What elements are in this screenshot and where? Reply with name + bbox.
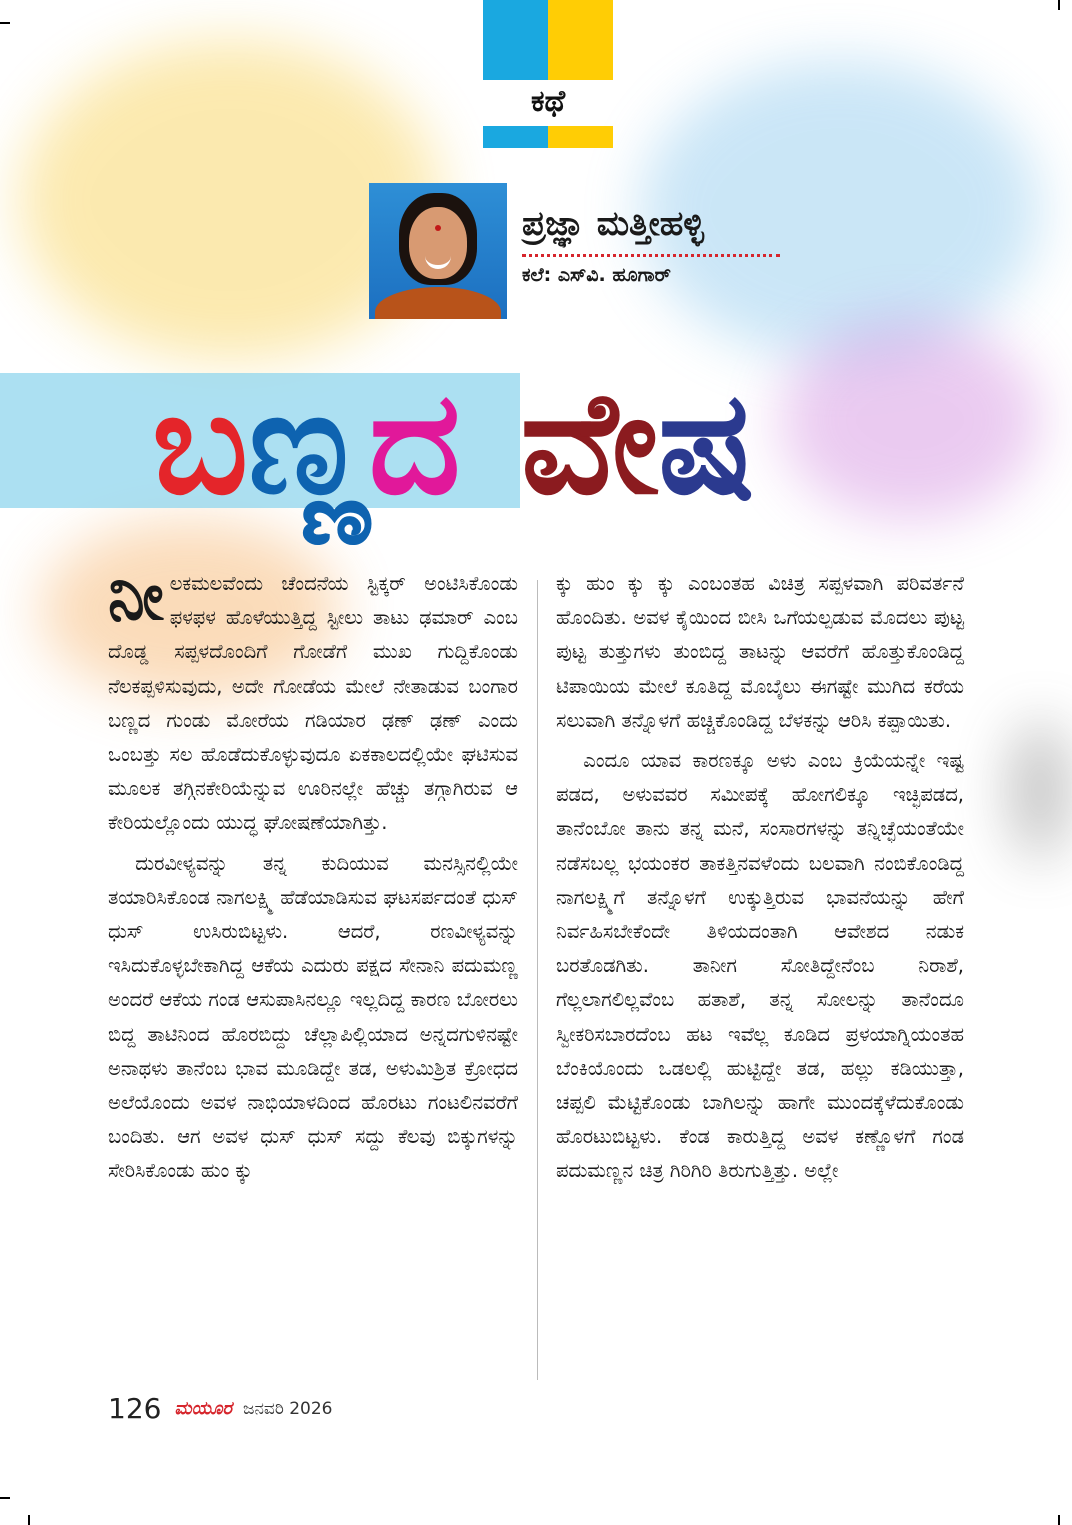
page-number: 126 [108,1392,162,1425]
article-column-left [108,558,518,1195]
paint-splash-pink [780,320,1040,520]
article-column-right [556,567,964,1195]
issue-date: ಜನವರಿ 2026 [243,1398,333,1419]
section-label: ಕಥೆ [530,84,566,119]
section-tag [483,0,613,148]
author-name: ಪ್ರಜ್ಞಾ ಮತ್ತೀಹಳ್ಳಿ [522,204,704,244]
headline-part: ಣ್ಣ [248,360,369,526]
illustrator-credit: ಕಲೆ: ಎಸ್‌ವಿ. ಹೂಗಾರ್ [522,264,671,286]
crop-mark-top-left [0,22,10,24]
section-tag-yellow-block [548,0,613,80]
section-tag-blue-bar [483,126,548,148]
paint-splash-grey [1010,720,1070,860]
headline-part: ಬ [152,360,249,526]
section-tag-blue-block [483,0,548,80]
headline [152,360,755,572]
drop-cap: ನೀ [108,558,164,635]
crop-mark-bottom-right [1058,1515,1060,1525]
author-photo [369,183,507,319]
headline-part: ದ [368,360,461,526]
article-paragraph: ಎಂದೂ ಯಾವ ಕಾರಣಕ್ಕೂ ಅಳು ಎಂಬ ಕ್ರಿಯೆಯನ್ನೇ ಇಷ್ಟ ಪಡದ, ಅಳುವವರ ಸಮೀಪಕ್ಕೆ ಹೋಗಲಿಕ್ಕೂ ಇಚ್ಛಿಪಡದ, ತಾನೆಂಬೋ ತಾನು ತನ್ನ ಮನೆ, ಸಂಸಾರಗಳನ್ನು ತನ್ನಿಚ್ಛೆಯಂತೆಯೇ ನಡೆಸಬಲ್ಲ ಭಯಂಕರ ತಾಕತ್ತಿನವಳೆಂದು ಬಲವಾಗಿ ನಂಬಿಕೊಂಡಿದ್ದ ನಾಗಲಕ್ಷ್ಮಿಗೆ ತನ್ನೊಳಗೆ ಉಕ್ಕುತ್ತಿರುವ ಭಾವನೆಯನ್ನು ಹೇಗೆ ನಿರ್ವಹಿಸಬೇಕೆಂದೇ ತಿಳಿಯದಂತಾಗಿ ಆವೇಶದ ನಡುಕ ಬರತೊಡಗಿತು. ತಾನೀಗ ಸೋತಿದ್ದೇನೆಂಬ ನಿರಾಶೆ, ಗೆಲ್ಲಲಾಗಲಿಲ್ಲವೆಂಬ ಹತಾಶೆ, ತನ್ನ ಸೋಲನ್ನು ತಾನೆಂದೂ ಸ್ವೀಕರಿಸಬಾರದೆಂಬ ಹಟ ಇವೆಲ್ಲ ಕೂಡಿದ ಪ್ರಳಯಾಗ್ನಿಯಂತಹ ಬೆಂಕಿಯೊಂದು ಒಡಲಲ್ಲಿ ಹುಟ್ಟಿದ್ದೇ ತಡ, ಹಲ್ಲು ಕಡಿಯುತ್ತಾ, ಚಪ್ಪಲಿ ಮೆಟ್ಟಿಕೊಂಡು ಬಾಗಿಲನ್ನು ಹಾಗೇ ಮುಂದಕ್ಕೆಳೆದುಕೊಂಡು ಹೊರಟುಬಿಟ್ಟಳು. ಕೆಂಡ ಕಾರುತ್ತಿದ್ದ ಅವಳ ಕಣ್ಣೊಳಗೆ ಗಂಡ ಪದುಮಣ್ಣನ ಚಿತ್ರ ಗಿರಿಗಿರಿ ತಿರುಗುತ್ತಿತ್ತು. ಅಲ್ಲೇ [556,749,964,1183]
paragraph-text: ಲಕಮಲವೆಂದು ಚೆಂದನೆಯ ಸ್ಟಿಕ್ಕರ್ ಅಂಟಿಸಿಕೊಂಡು ಫಳಫಳ ಹೊಳೆಯುತ್ತಿದ್ದ ಸ್ಟೀಲು ತಾಟು ಢಮಾರ್ ಎಂಬ ದೊಡ್ಡ ಸಪ್ಪಳದೊಂದಿಗೆ ಗೋಡೆಗೆ ಮುಖ ಗುದ್ದಿಕೊಂಡು ನೆಲಕಪ್ಪಳಿಸುವುದು, ಅದೇ ಗೋಡೆಯ ಮೇಲೆ ನೇತಾಡುವ ಬಂಗಾರ ಬಣ್ಣದ ಗುಂಡು ಮೋರೆಯ ಗಡಿಯಾರ ಢಣ್ ಢಣ್ ಎಂದು ಒಂಬತ್ತು ಸಲ ಹೊಡೆದುಕೊಳ್ಳುವುದೂ ಏಕಕಾಲದಲ್ಲಿಯೇ ಘಟಿಸುವ ಮೂಲಕ ತಗ್ಗಿನಕೇರಿಯೆನ್ನುವ ಊರಿನಲ್ಲೇ ಹೆಚ್ಚು ತಗ್ಗಾಗಿರುವ ಆ ಕೇರಿಯಲ್ಲೊಂದು ಯುದ್ಧ ಘೋಷಣೆಯಾಗಿತ್ತು. [108,572,518,835]
article-paragraph: ಕ್ಕು ಹುಂ ಕ್ಕು ಕ್ಕು ಎಂಬಂತಹ ವಿಚಿತ್ರ ಸಪ್ಪಳವಾಗಿ ಪರಿವರ್ತನೆ ಹೊಂದಿತು. ಅವಳ ಕೈಯಿಂದ ಬೀಸಿ ಒಗೆಯಲ್ಪಡುವ ಮೊದಲು ಪುಟ್ಟ ಪುಟ್ಟ ತುತ್ತುಗಳು ತುಂಬಿದ್ದ ತಾಟನ್ನು ಆವರೆಗೆ ಹೊತ್ತುಕೊಂಡಿದ್ದ ಟಿಪಾಯಿಯ ಮೇಲೆ ಕೂತಿದ್ದ ಮೊಬೈಲು ಈಗಷ್ಟೇ ಮುಗಿದ ಕರೆಯ ಸಲುವಾಗಿ ತನ್ನೊಳಗೆ ಹಚ್ಚಿಕೊಂಡಿದ್ದ ಬೆಳಕನ್ನು ಆರಿಸಿ ಕಪ್ಪಾಯಿತು. [556,572,964,732]
byline-dotted-rule [522,254,780,257]
page-footer [108,1392,332,1425]
section-tag-yellow-bar [548,126,613,148]
article-paragraph [108,558,518,841]
article-paragraph: ದುರವೀಳ್ಯವನ್ನು ತನ್ನ ಕುದಿಯುವ ಮನಸ್ಸಿನಲ್ಲಿಯೇ ತಯಾರಿಸಿಕೊಂಡ ನಾಗಲಕ್ಷ್ಮಿ ಹೆಡೆಯಾಡಿಸುವ ಘಟಸರ್ಪದಂತೆ ಧುಸ್ ಧುಸ್ ಉಸಿರುಬಿಟ್ಟಳು. ಆದರೆ, ರಣವೀಳ್ಯವನ್ನು ಇಸಿದುಕೊಳ್ಳಬೇಕಾಗಿದ್ದ ಆಕೆಯ ಎದುರು ಪಕ್ಷದ ಸೇನಾನಿ ಪದುಮಣ್ಣ ಅಂದರೆ ಆಕೆಯ ಗಂಡ ಆಸುಪಾಸಿನಲ್ಲೂ ಇಲ್ಲದಿದ್ದ ಕಾರಣ ಬೋರಲು ಬಿದ್ದ ತಾಟಿನಿಂದ ಹೊರಬಿದ್ದು ಚೆಲ್ಲಾಪಿಲ್ಲಿಯಾದ ಅನ್ನದಗುಳಿನಷ್ಟೇ ಅನಾಥಳು ತಾನೆಂಬ ಭಾವ ಮೂಡಿದ್ದೇ ತಡ, ಅಳುಮಿಶ್ರಿತ ಕ್ರೋಧದ ಅಲೆಯೊಂದು ಅವಳ ನಾಭಿಯಾಳದಿಂದ ಹೊರಟು ಗಂಟಲಿನವರೆಗೆ ಬಂದಿತು. ಆಗ ಅವಳ ಧುಸ್ ಧುಸ್ ಸದ್ದು ಕೆಲವು ಬಿಕ್ಕುಗಳನ್ನು ಸೇರಿಸಿಕೊಂಡು ಹುಂ ಕ್ಕು [108,851,518,1183]
column-divider [537,580,538,1380]
headline-part: ಷ [658,360,755,526]
headline-part: ವೇ [520,360,659,526]
crop-mark-bottom-left [0,1497,10,1499]
magazine-logo: ಮಯೂರ [174,1398,232,1419]
crop-mark-bottom-left-v [28,1515,30,1525]
crop-mark-top-right [1058,0,1060,10]
